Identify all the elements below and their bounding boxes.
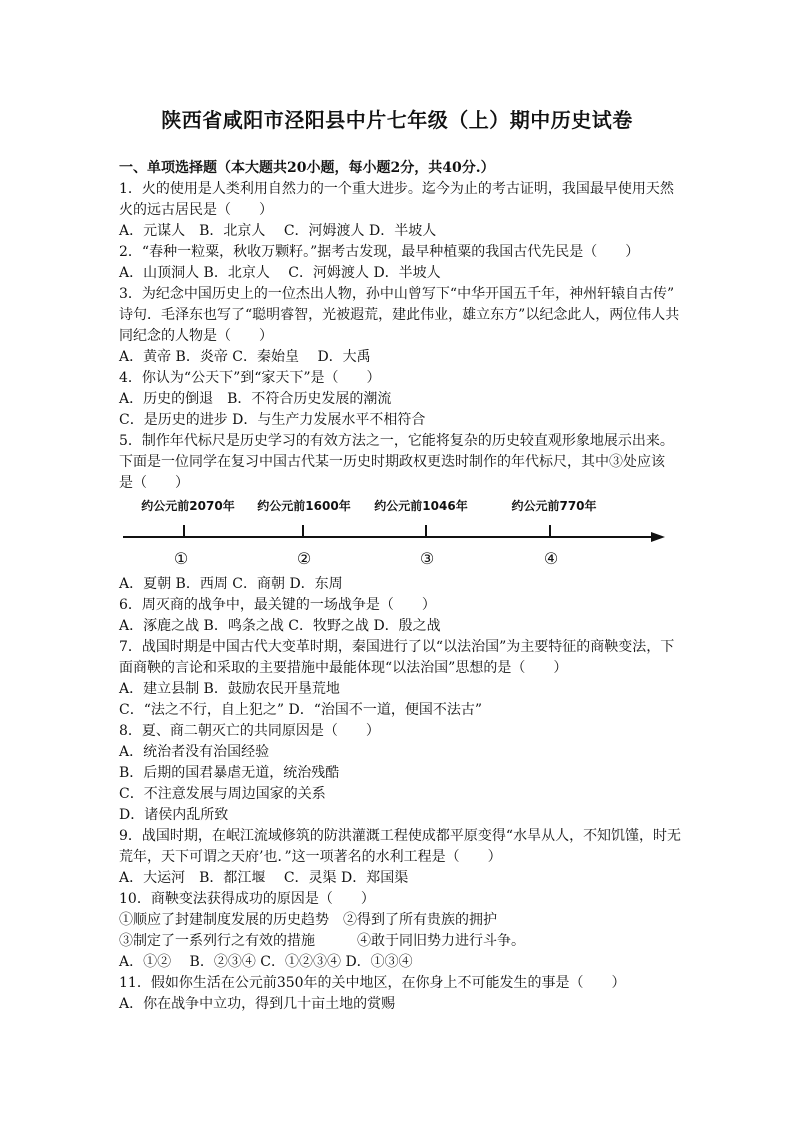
question-4-options-line2: C．是历史的进步 D．与生产力发展水平不相符合 xyxy=(119,412,426,428)
question-2-stem: 2．“春种一粒粟，秋收万颗籽。”据考古发现，最早种植粟的我国古代先民是（ ） xyxy=(119,244,640,260)
timeline-marker-4: ④ xyxy=(543,549,559,568)
question-3-stem-line2: 诗句．毛泽东也写了“聪明睿智，光被遐荒，建此伟业，雄立东方”以纪念此人，两位伟人共 xyxy=(119,307,680,323)
question-1-stem-line2: 火的远古居民是（ ） xyxy=(119,202,273,218)
question-8-option-c: C．不注意发展与周边国家的关系 xyxy=(119,786,326,802)
question-4-stem: 4．你认为“公天下”到“家天下”是（ ） xyxy=(119,370,381,386)
section-heading: 一、单项选择题（本大题共20小题，每小题2分，共40分.） xyxy=(119,160,495,176)
question-5-options: A．夏朝 B．西周 C．商朝 D．东周 xyxy=(119,576,343,592)
question-9-options: A．大运河 B．都江堰 C．灵渠 D．郑国渠 xyxy=(119,870,409,886)
timeline-marker-3: ③ xyxy=(419,549,435,568)
question-7-stem-line2: 面商鞅的言论和采取的主要措施中最能体现“以法治国”思想的是（ ） xyxy=(119,660,568,676)
timeline-label-1: 约公元前2070年 xyxy=(141,499,235,513)
question-10-statements-line2: ③制定了一系列行之有效的措施 ④敢于同旧势力进行斗争。 xyxy=(119,933,525,949)
question-3-stem-line3: 同纪念的人物是（ ） xyxy=(119,328,273,344)
question-3-options: A．黄帝 B．炎帝 C．秦始皇 D．大禹 xyxy=(119,349,371,365)
timeline-arrowhead xyxy=(651,532,665,542)
timeline-marker-2: ② xyxy=(296,549,312,568)
question-2-options: A．山顶洞人 B．北京人 C．河姆渡人 D．半坡人 xyxy=(119,265,441,281)
question-5-stem-line2: 下面是一位同学在复习中国古代某一历史时期政权更迭时制作的年代标尺，其中③处应该 xyxy=(119,454,665,470)
question-8-option-a: A．统治者没有治国经验 xyxy=(119,744,270,760)
timeline-label-2: 约公元前1600年 xyxy=(257,499,351,513)
question-8-option-d: D．诸侯内乱所致 xyxy=(119,807,229,823)
question-1-stem-line1: 1．火的使用是人类利用自然力的一个重大进步。迄今为止的考古证明，我国最早使用天然 xyxy=(119,181,674,197)
question-9-stem-line2: 荒年，天下可谓之天府’也．”这一项著名的水利工程是（ ） xyxy=(119,849,502,865)
question-8-stem: 8．夏、商二朝灭亡的共同原因是（ ） xyxy=(119,723,380,739)
question-7-stem-line1: 7．战国时期是中国古代大变革时期，秦国进行了以“以法治国”为主要特征的商鞅变法，下 xyxy=(119,639,675,655)
exam-title: 陕西省咸阳市泾阳县中片七年级（上）期中历史试卷 xyxy=(161,108,633,132)
question-10-options: A．①② B．②③④ C．①②③④ D．①③④ xyxy=(119,954,413,970)
timeline-figure xyxy=(119,494,679,574)
question-10-statements-line1: ①顺应了封建制度发展的历史趋势 ②得到了所有贵族的拥护 xyxy=(119,912,497,928)
exam-content xyxy=(119,158,682,1015)
question-11-stem: 11．假如你生活在公元前350年的关中地区，在你身上不可能发生的事是（ ） xyxy=(119,975,626,991)
question-3-stem-line1: 3．为纪念中国历史上的一位杰出人物，孙中山曾写下“中华开国五千年，神州轩辕自古传” xyxy=(119,286,675,302)
question-7-options-line1: A．建立县制 B．鼓励农民开垦荒地 xyxy=(119,681,340,697)
timeline-label-4: 约公元前770年 xyxy=(511,499,597,513)
question-5-stem-line3: 是（ ） xyxy=(119,475,189,491)
timeline-label-3: 约公元前1046年 xyxy=(374,499,468,513)
question-4-options-line1: A．历史的倒退 B．不符合历史发展的潮流 xyxy=(119,391,392,407)
question-6-stem: 6．周灭商的战争中，最关键的一场战争是（ ） xyxy=(119,597,436,613)
question-10-stem: 10．商鞅变法获得成功的原因是（ ） xyxy=(119,891,375,907)
question-6-options: A．涿鹿之战 B．鸣条之战 C．牧野之战 D．殷之战 xyxy=(119,618,441,634)
question-11-option-a: A．你在战争中立功，得到几十亩土地的赏赐 xyxy=(119,996,396,1012)
question-7-options-line2: C．“法之不行，自上犯之” D．“治国不一道，便国不法古” xyxy=(119,702,483,718)
question-9-stem-line1: 9．战国时期，在岷江流域修筑的防洪灌溉工程使成都平原变得“水旱从人，不知饥馑，时无 xyxy=(119,828,682,844)
question-8-option-b: B．后期的国君暴虐无道，统治残酷 xyxy=(119,765,340,781)
question-1-options: A．元谋人 B．北京人 C．河姆渡人 D．半坡人 xyxy=(119,223,437,239)
timeline-marker-1: ① xyxy=(173,549,189,568)
question-5-stem-line1: 5．制作年代标尺是历史学习的有效方法之一，它能将复杂的历史较直观形象地展示出来。 xyxy=(119,433,674,449)
timeline-svg xyxy=(119,494,679,574)
